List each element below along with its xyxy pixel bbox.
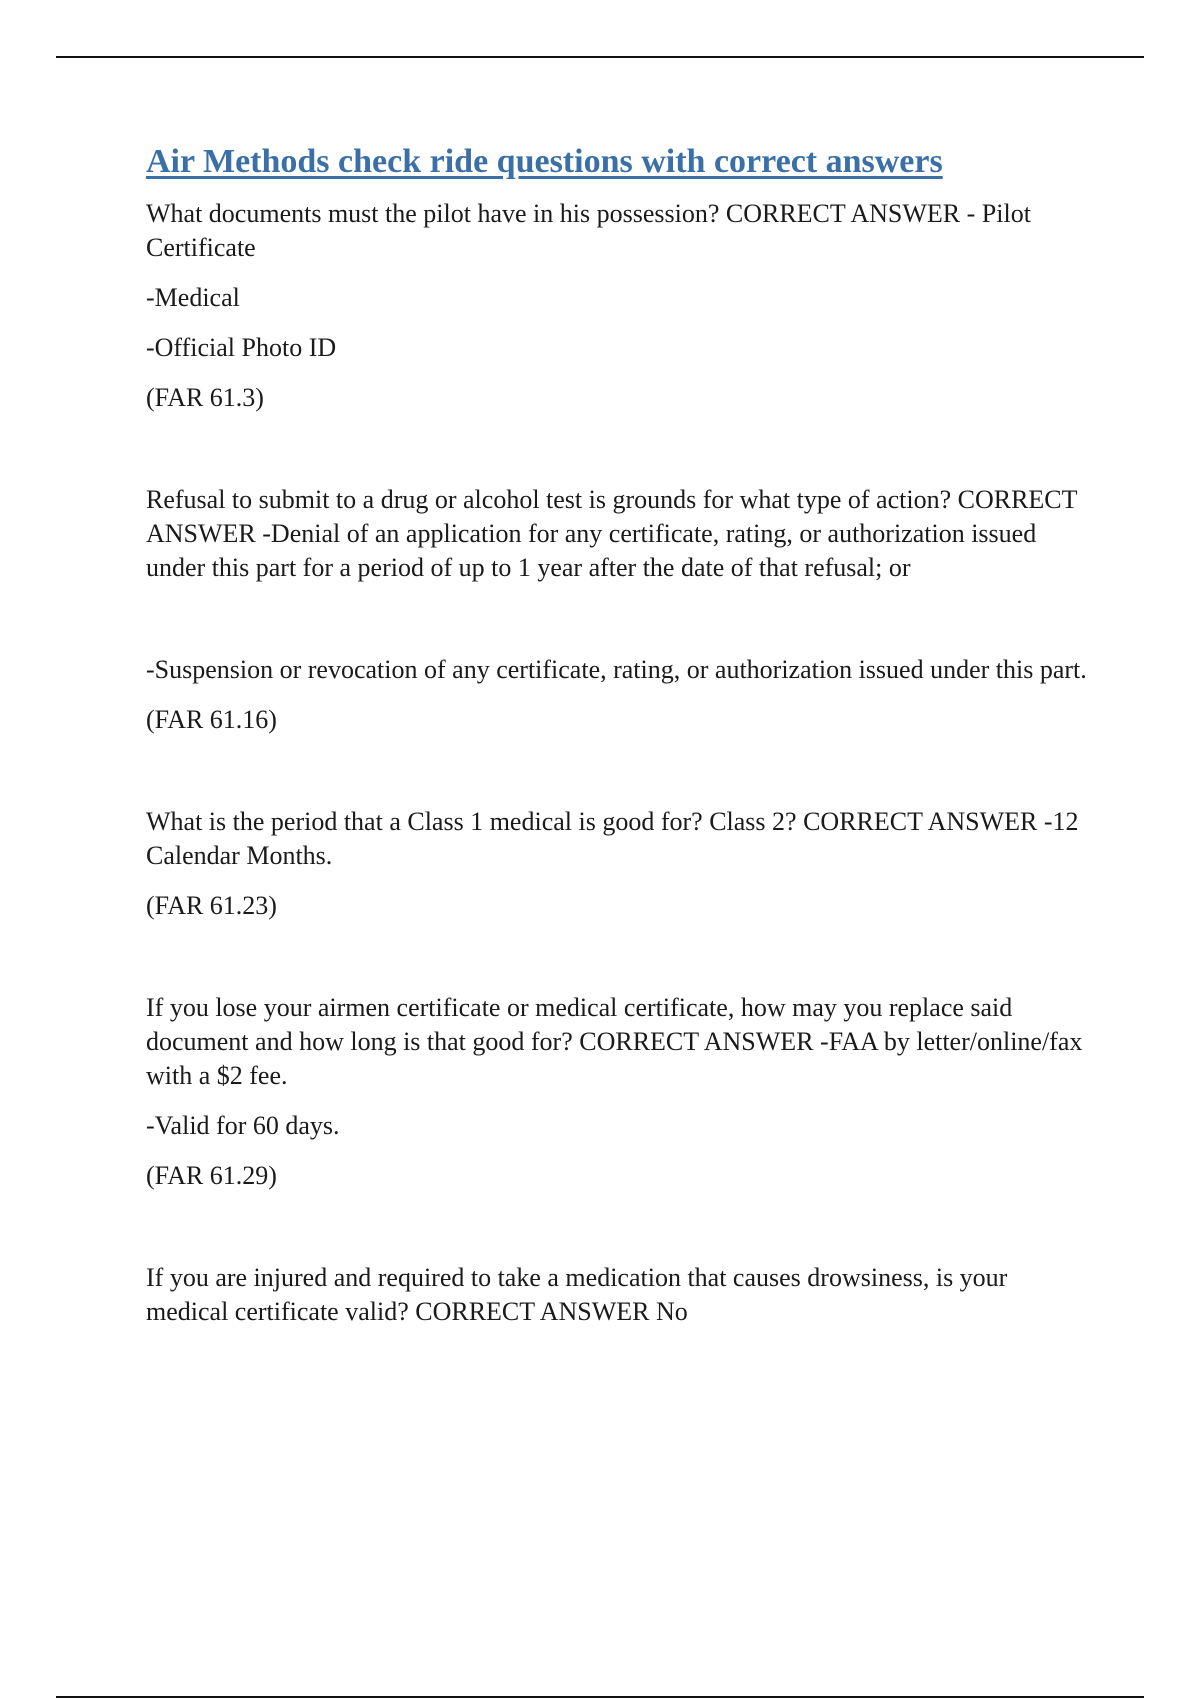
paragraph: Refusal to submit to a drug or alcohol test is grounds for what type of action? CORRECT ANSWER -Denial of an application for any certificate, rating, or authorization issued under this part for a period of up to 1 year after the date of that refusal; or [146, 484, 1078, 582]
paragraph: If you are injured and required to take a medication that causes drowsiness, is your medical certificate valid? CORRECT ANSWER No [146, 1262, 1008, 1326]
paragraph: What is the period that a Class 1 medical is good for? Class 2? CORRECT ANSWER -12 Calendar Months. [146, 806, 1079, 870]
question-list [146, 197, 1096, 1329]
paragraph: -Suspension or revocation of any certificate, rating, or authorization issued under this part. [146, 654, 1087, 684]
document-title: Air Methods check ride questions with correct answers [146, 143, 943, 180]
paragraph: If you lose your airmen certificate or medical certificate, how may you replace said document and how long is that good for? CORRECT ANSWER -FAA by letter/online/fax with a $2 fee. [146, 992, 1083, 1090]
paragraph: -Valid for 60 days. [146, 1110, 340, 1140]
paragraph: (FAR 61.23) [146, 890, 277, 920]
paragraph: -Official Photo ID [146, 332, 337, 362]
top-rule [56, 56, 1144, 58]
paragraph: -Medical [146, 282, 240, 312]
document-body [146, 142, 1096, 1345]
paragraph: What documents must the pilot have in his possession? CORRECT ANSWER - Pilot Certificate [146, 198, 1031, 262]
bottom-rule [56, 1696, 1144, 1698]
paragraph: (FAR 61.3) [146, 382, 264, 412]
paragraph: (FAR 61.16) [146, 704, 277, 734]
paragraph: (FAR 61.29) [146, 1160, 277, 1190]
